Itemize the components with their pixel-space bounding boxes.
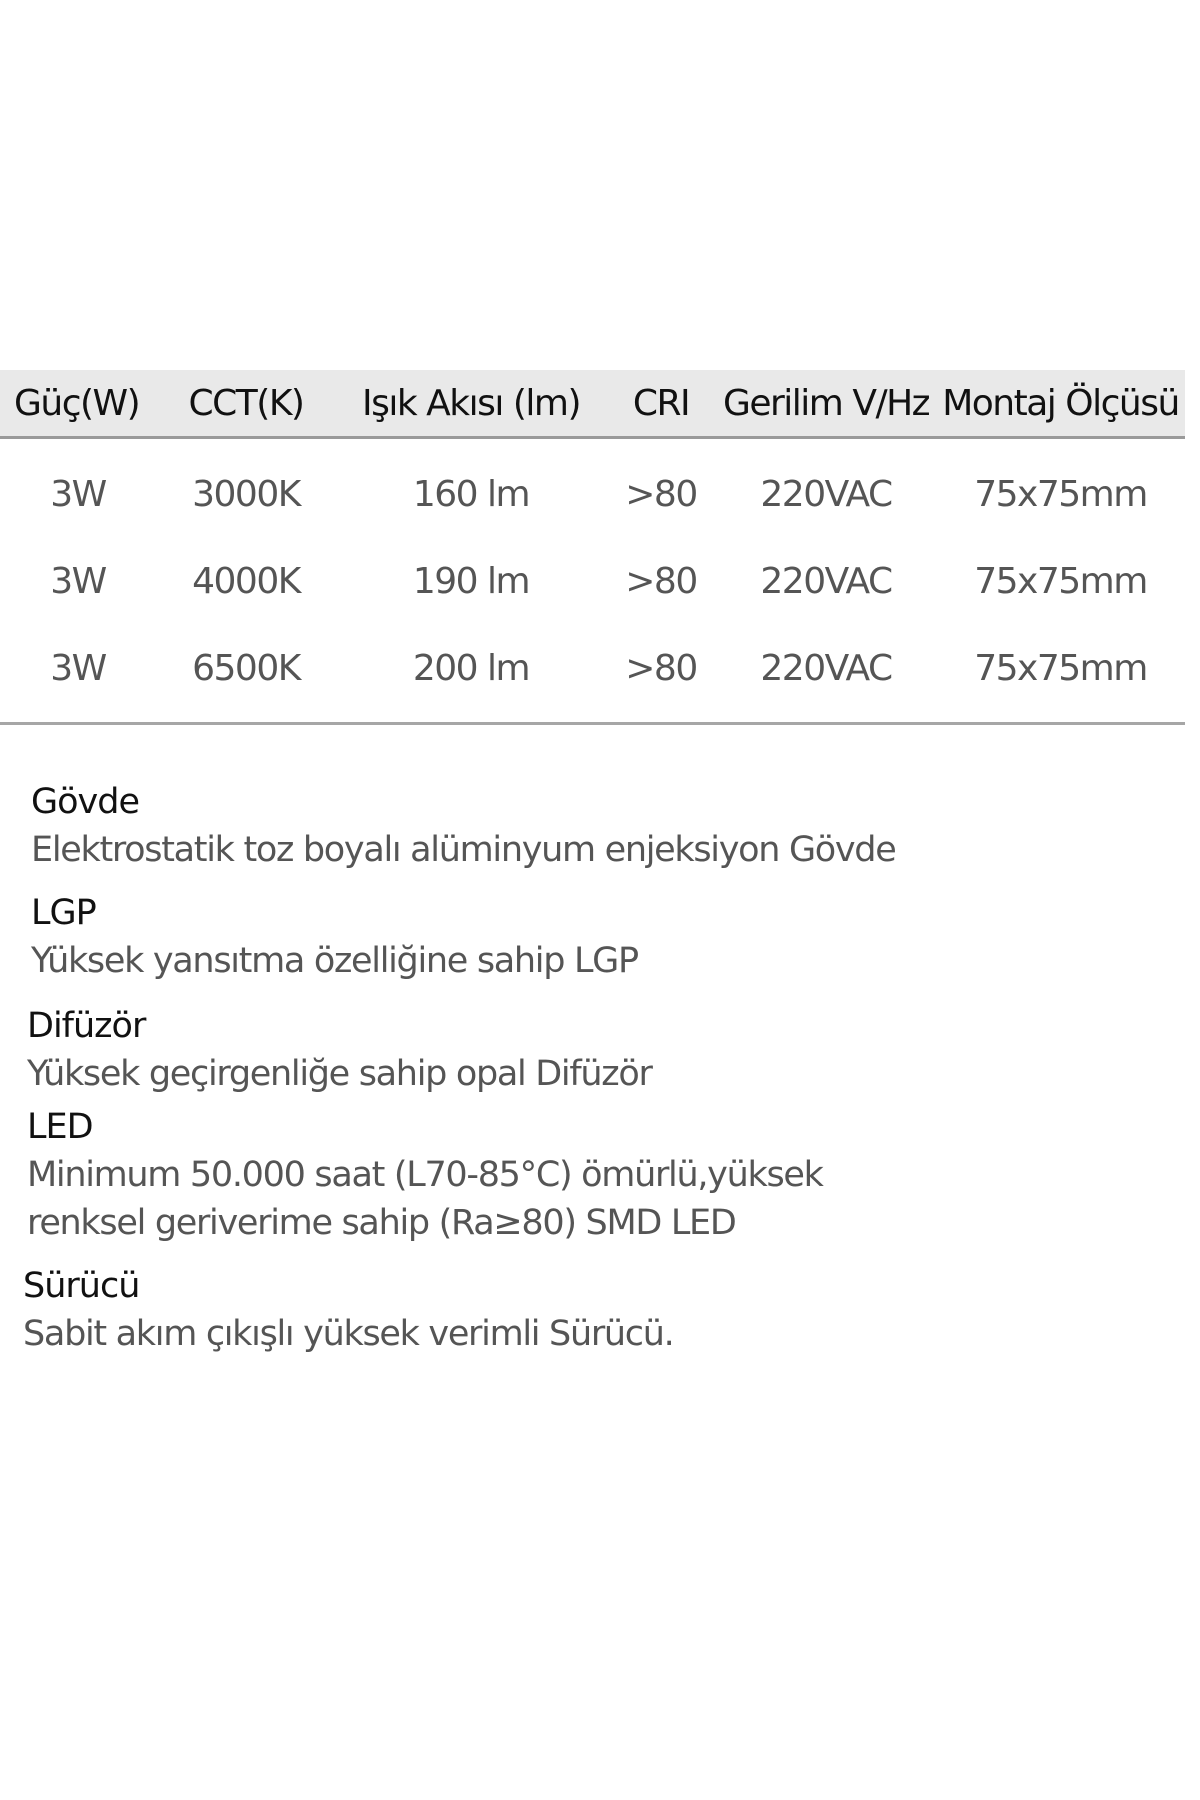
cell-luminous-flux: 200 lm xyxy=(336,625,606,724)
header-voltage: Gerilim V/Hz xyxy=(716,370,936,438)
header-cct: CCT(K) xyxy=(156,370,336,438)
cell-mounting-size: 75x75mm xyxy=(974,561,1147,602)
cell-mounting-size: 75x75mm xyxy=(974,474,1147,515)
cell-voltage: 220VAC xyxy=(760,474,892,515)
table-row xyxy=(0,438,1185,539)
cell-cct: 3000K xyxy=(192,474,300,515)
cell-power: 3W xyxy=(50,474,106,515)
spec-table xyxy=(0,370,1185,725)
cell-power: 3W xyxy=(0,625,156,724)
cell-mounting-size: 75x75mm xyxy=(936,625,1185,724)
feature-led xyxy=(0,1103,1000,1247)
cell-luminous-flux: 160 lm xyxy=(412,474,530,515)
cell-power: 3W xyxy=(50,561,106,602)
feature-title: Sürücü xyxy=(23,1266,140,1306)
feature-title: LED xyxy=(27,1107,93,1147)
feature-diffuser xyxy=(0,1002,1000,1098)
feature-description: Yüksek geçirgenliğe sahip opal Difüzör xyxy=(27,1054,652,1094)
feature-list xyxy=(0,778,1000,1358)
feature-driver xyxy=(0,1262,1000,1358)
header-luminous-flux: Işık Akısı (lm) xyxy=(336,370,606,438)
table-row xyxy=(0,538,1185,625)
header-power: Güç(W) xyxy=(0,370,156,438)
cell-luminous-flux: 190 lm xyxy=(412,561,530,602)
feature-body xyxy=(0,778,1000,874)
cell-cri: >80 xyxy=(625,561,697,602)
cell-cri: >80 xyxy=(606,625,716,724)
feature-description: Minimum 50.000 saat (L70-85°C) ömürlü,yüksek renksel geriverime sahip (Ra≥80) SMD LED xyxy=(27,1155,823,1243)
feature-title: Difüzör xyxy=(27,1006,146,1046)
feature-description: Sabit akım çıkışlı yüksek verimli Sürücü. xyxy=(23,1314,674,1354)
cell-voltage: 220VAC xyxy=(716,625,936,724)
table-row xyxy=(0,625,1185,724)
cell-cct: 6500K xyxy=(156,625,336,724)
spec-table-header xyxy=(0,370,1185,438)
feature-description: Elektrostatik toz boyalı alüminyum enjeksiyon Gövde xyxy=(31,830,896,870)
spec-table-body xyxy=(0,438,1185,724)
feature-description: Yüksek yansıtma özelliğine sahip LGP xyxy=(31,941,638,981)
cell-cri: >80 xyxy=(625,474,697,515)
header-mounting-size: Montaj Ölçüsü xyxy=(936,370,1185,438)
feature-title: LGP xyxy=(31,893,96,933)
cell-voltage: 220VAC xyxy=(760,561,892,602)
header-row xyxy=(0,370,1185,438)
header-cri: CRI xyxy=(606,370,716,438)
feature-lgp xyxy=(0,889,1000,985)
cell-cct: 4000K xyxy=(192,561,300,602)
feature-title: Gövde xyxy=(31,782,139,822)
